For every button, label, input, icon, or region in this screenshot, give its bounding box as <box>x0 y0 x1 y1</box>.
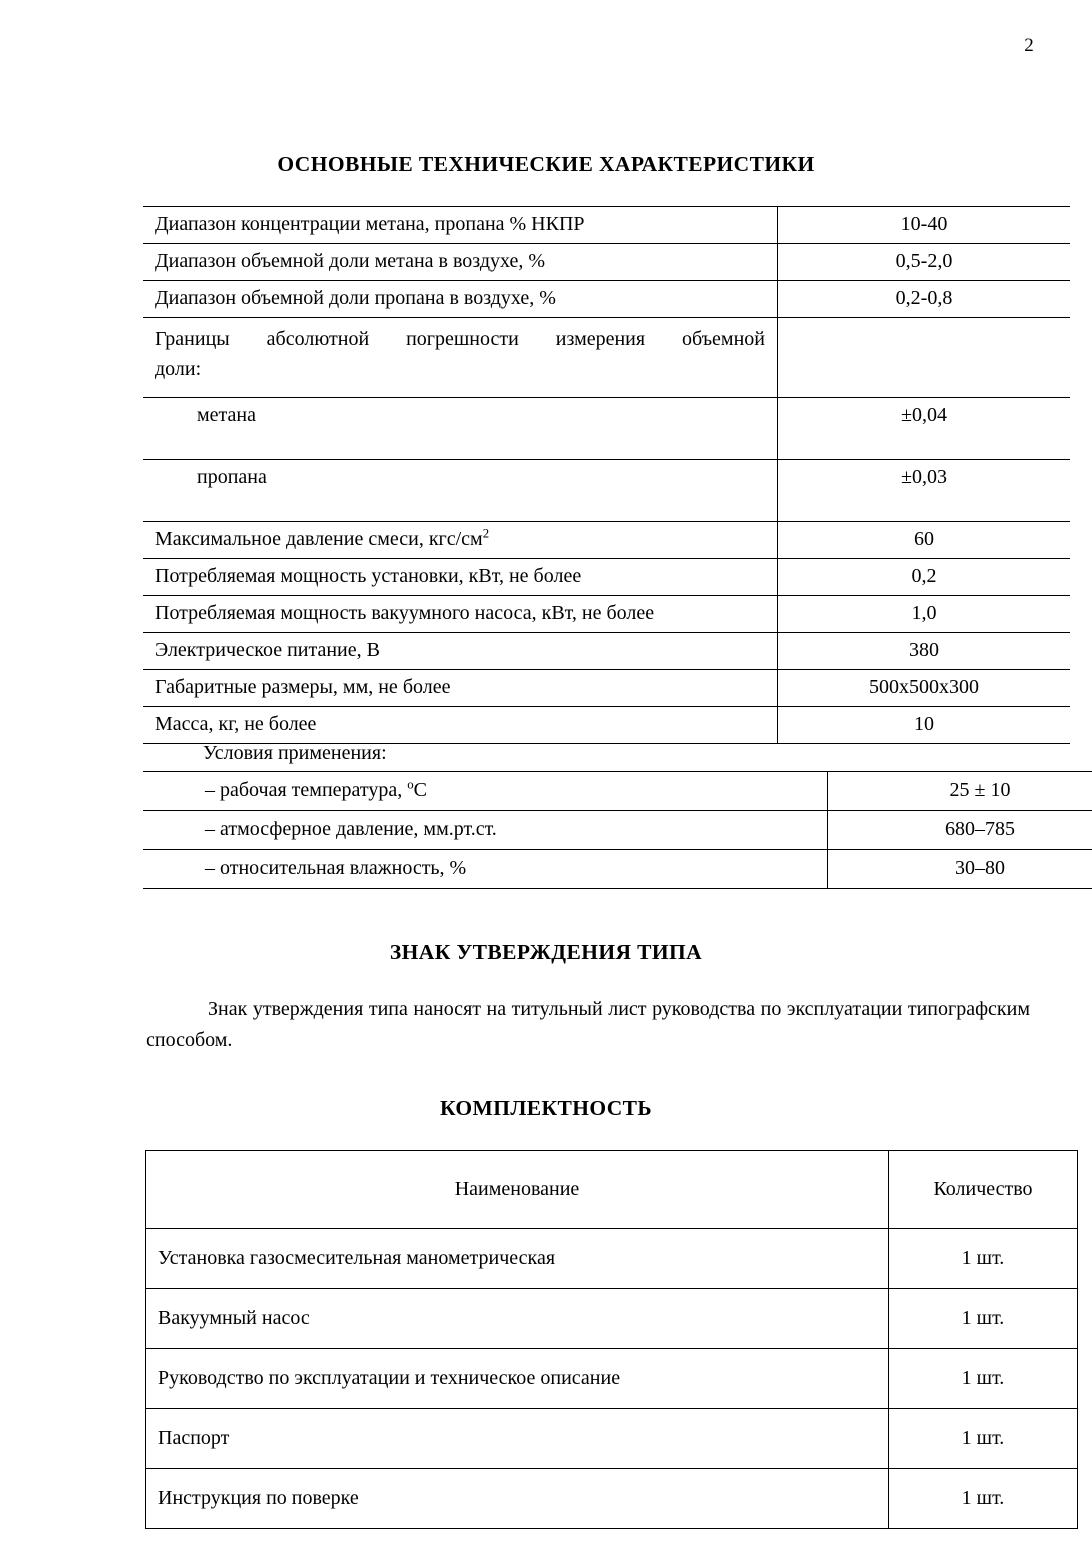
table-row <box>143 850 1092 889</box>
item-name-cell: Установка газосмесительная манометрическая <box>146 1229 889 1289</box>
section-heading-completeness: КОМПЛЕКТНОСТЬ <box>439 1096 653 1120</box>
superscript-exponent: 2 <box>482 526 490 541</box>
spec-label-cell: Масса, кг, не более <box>143 707 778 744</box>
spec-label-cell: Диапазон объемной доли метана в воздухе, % <box>143 244 778 281</box>
spec-value-cell: 0,2-0,8 <box>778 281 1071 318</box>
table-row <box>143 772 1092 811</box>
condition-value-cell: 680–785 <box>828 811 1092 850</box>
spec-value-cell: 10-40 <box>778 207 1071 244</box>
spec-label-cell: Диапазон концентрации метана, пропана % НКПР <box>143 207 778 244</box>
item-qty-cell: 1 шт. <box>889 1409 1078 1469</box>
table-row <box>143 596 1070 633</box>
completeness-table <box>145 1150 1078 1529</box>
spec-label-line2: доли: <box>155 358 202 380</box>
table-row <box>143 244 1070 281</box>
spec-value-cell: 380 <box>778 633 1071 670</box>
condition-label-cell: – относительная влажность, % <box>143 850 828 889</box>
spec-label-cell: Диапазон объемной доли пропана в воздухе, % <box>143 281 778 318</box>
table-row <box>146 1469 1078 1529</box>
condition-label-cell <box>143 772 828 811</box>
spec-value-cell <box>778 318 1071 398</box>
spec-label-cell: Электрическое питание, В <box>143 633 778 670</box>
table-row <box>143 318 1070 398</box>
spec-label-cell: Потребляемая мощность вакуумного насоса, кВт, не более <box>143 596 778 633</box>
condition-value-cell: 25 ± 10 <box>828 772 1092 811</box>
table-row <box>143 633 1070 670</box>
table-row <box>143 207 1070 244</box>
table-row <box>143 460 1070 522</box>
column-header-qty: Количество <box>889 1151 1078 1229</box>
spec-label-cell: пропана <box>143 460 778 522</box>
spec-value-cell: ±0,04 <box>778 398 1071 460</box>
table-row <box>146 1229 1078 1289</box>
spec-label-text: Максимальное давление смеси, кгс/см <box>155 528 483 550</box>
table-row <box>143 707 1070 744</box>
specs-table <box>143 206 1070 744</box>
section-heading-type-approval: ЗНАК УТВЕРЖДЕНИЯ ТИПА <box>389 940 703 964</box>
table-row <box>143 670 1070 707</box>
item-name-cell: Инструкция по поверке <box>146 1469 889 1529</box>
condition-value-cell: 30–80 <box>828 850 1092 889</box>
spec-value-cell: 60 <box>778 522 1071 559</box>
table-row <box>146 1349 1078 1409</box>
condition-label-text: – рабочая температура, <box>205 779 408 801</box>
spec-label-cell-multiline <box>143 318 778 398</box>
column-header-name: Наименование <box>146 1151 889 1229</box>
table-row <box>146 1409 1078 1469</box>
spec-value-cell: ±0,03 <box>778 460 1071 522</box>
item-name-cell: Вакуумный насос <box>146 1289 889 1349</box>
spec-value-cell: 0,5-2,0 <box>778 244 1071 281</box>
spec-label-cell: метана <box>143 398 778 460</box>
item-name-cell: Руководство по эксплуатации и техническое описание <box>146 1349 889 1409</box>
item-qty-cell: 1 шт. <box>889 1229 1078 1289</box>
table-row <box>146 1289 1078 1349</box>
section-heading-main-specs: ОСНОВНЫЕ ТЕХНИЧЕСКИЕ ХАРАКТЕРИСТИКИ <box>277 152 815 176</box>
spec-value-cell: 1,0 <box>778 596 1071 633</box>
page-number: 2 <box>1024 35 1034 56</box>
item-qty-cell: 1 шт. <box>889 1469 1078 1529</box>
conditions-table <box>143 771 1092 889</box>
table-row <box>143 281 1070 318</box>
table-row <box>143 811 1092 850</box>
spec-value-cell: 10 <box>778 707 1071 744</box>
superscript-degree: о <box>407 777 414 792</box>
conditions-of-use-caption: Условия применения: <box>203 742 387 764</box>
table-row <box>143 559 1070 596</box>
condition-label-unit: С <box>413 779 427 801</box>
spec-value-cell: 0,2 <box>778 559 1071 596</box>
table-header-row <box>146 1151 1078 1229</box>
spec-label-cell: Габаритные размеры, мм, не более <box>143 670 778 707</box>
type-approval-paragraph: Знак утверждения типа наносят на титульный лист руководства по эксплуатации типографским способом. <box>146 998 1030 1051</box>
spec-value-cell: 500x500x300 <box>778 670 1071 707</box>
item-qty-cell: 1 шт. <box>889 1289 1078 1349</box>
item-qty-cell: 1 шт. <box>889 1349 1078 1409</box>
table-row <box>143 522 1070 559</box>
spec-label-cell <box>143 522 778 559</box>
condition-label-cell: – атмосферное давление, мм.рт.ст. <box>143 811 828 850</box>
table-row <box>143 398 1070 460</box>
spec-label-cell: Потребляемая мощность установки, кВт, не более <box>143 559 778 596</box>
item-name-cell: Паспорт <box>146 1409 889 1469</box>
spec-label-line1: Границы абсолютной погрешности измерения объемной <box>155 328 765 350</box>
